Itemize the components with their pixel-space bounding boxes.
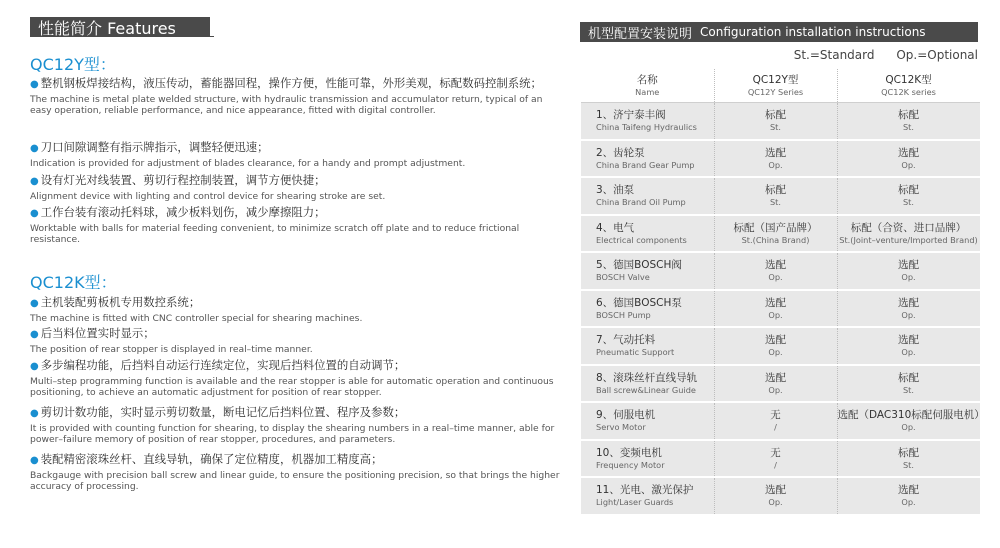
cell-qc12y-cn: 选配: [765, 484, 786, 497]
feature-en: Alignment device with lighting and control device for shearing stroke are set.: [30, 191, 386, 202]
cell-qc12k: [837, 252, 980, 290]
qc12k-model-title: QC12K型：: [30, 273, 117, 292]
feature-item: [30, 173, 565, 202]
cell-qc12k: [837, 402, 985, 440]
cell-item-en: China Brand Gear Pump: [596, 159, 695, 170]
feature-en: Multi–step programming function is available and the rear stopper is able for automatic operation and continuous positioning, to achieve an automatic adjustment for position of rear stopper.: [30, 376, 554, 398]
feature-cn: 装配精密滚珠丝杆、直线导轨，确保了定位精度，机器加工精度高；: [40, 452, 383, 466]
cell-qc12y: [714, 215, 837, 253]
cell-qc12y-cn: 选配: [765, 334, 786, 347]
cell-qc12y: [714, 477, 837, 515]
feature-cn: 设有灯光对线装置、剪切行程控制装置，调节方便快捷；: [40, 173, 326, 187]
table-row: [581, 327, 980, 365]
cell-qc12y-en: /: [774, 459, 777, 470]
cell-item: [581, 365, 714, 403]
cell-qc12k: [837, 290, 980, 328]
bullet-icon: ●: [30, 361, 39, 372]
cell-qc12k: [837, 327, 980, 365]
cell-qc12y-en: Op.: [768, 497, 783, 508]
cell-qc12k-cn: 选配（DAC310标配伺服电机）: [837, 409, 985, 422]
cell-qc12y-en: Op.: [768, 159, 783, 170]
cell-qc12k-cn: 选配: [898, 484, 919, 497]
cell-qc12k: [837, 215, 980, 253]
table-row: [581, 290, 980, 328]
bullet-icon: ●: [30, 176, 39, 187]
cell-qc12k-en: Op.: [901, 272, 916, 283]
cell-qc12y-cn: 无: [770, 409, 781, 422]
feature-en: The position of rear stopper is displayed in real–time manner.: [30, 344, 313, 355]
cell-qc12y-cn: 选配: [765, 146, 786, 159]
cell-qc12y-en: Op.: [768, 272, 783, 283]
cell-item-cn: 10、变频电机: [596, 446, 662, 459]
table-header-row: [581, 69, 980, 103]
cell-qc12y: [714, 103, 837, 140]
cell-item: [581, 290, 714, 328]
header-name: 名称 Name: [581, 69, 714, 103]
cell-item: [581, 215, 714, 253]
table-row: [581, 365, 980, 403]
config-title-en: Configuration installation instructions: [700, 25, 926, 39]
feature-en: Indication is provided for adjustment of blades clearance, for a handy and prompt adjustment.: [30, 158, 466, 169]
cell-item-en: Ball screw&Linear Guide: [596, 384, 696, 395]
feature-en: Worktable with balls for material feeding convenient, to minimize scratch off plate and to reduce frictional resistance.: [30, 223, 520, 245]
cell-qc12k: [837, 103, 980, 140]
config-legend: [776, 48, 978, 62]
cell-item-cn: 9、伺服电机: [596, 409, 656, 422]
bullet-icon: ●: [30, 298, 39, 309]
table-row: [581, 103, 980, 140]
cell-qc12y: [714, 440, 837, 478]
cell-item: [581, 103, 714, 140]
cell-qc12k-en: Op.: [901, 497, 916, 508]
cell-qc12y-en: St.: [769, 122, 781, 133]
cell-qc12k-cn: 选配: [898, 146, 919, 159]
cell-qc12y: [714, 140, 837, 178]
cell-qc12k-cn: 标配: [898, 184, 919, 197]
cell-item-en: China Taifeng Hydraulics: [596, 122, 697, 133]
table-row: [581, 440, 980, 478]
cell-qc12y-cn: 选配: [765, 296, 786, 309]
cell-item: [581, 252, 714, 290]
cell-item-cn: 3、油泵: [596, 184, 635, 197]
feature-item: [30, 405, 565, 445]
feature-cn: 工作台装有滚动托料球，减少板料划伤，减少摩擦阻力；: [40, 205, 326, 219]
cell-qc12y: [714, 252, 837, 290]
bullet-icon: ●: [30, 329, 39, 340]
bullet-icon: ●: [30, 143, 39, 154]
feature-cn: 整机钢板焊接结构，液压传动，蓄能器回程，操作方便，性能可靠，外形美观，标配数码控制系统；: [40, 76, 542, 90]
cell-qc12y-en: Op.: [768, 309, 783, 320]
cell-item: [581, 402, 714, 440]
table-row: [581, 140, 980, 178]
cell-item-en: Light/Laser Guards: [596, 497, 674, 508]
cell-qc12k: [837, 140, 980, 178]
cell-item-en: BOSCH Valve: [596, 272, 650, 283]
cell-qc12y: [714, 327, 837, 365]
cell-item-cn: 6、德国BOSCH泵: [596, 296, 682, 309]
cell-item-en: Electrical components: [596, 234, 687, 245]
cell-qc12k-cn: 标配（合资、进口品牌）: [850, 221, 967, 234]
table-row: [581, 215, 980, 253]
feature-cn: 主机装配剪板机专用数控系统；: [40, 295, 201, 309]
cell-item: [581, 177, 714, 215]
features-title-text: 性能简介 Features: [38, 18, 176, 38]
cell-qc12k-en: St.(Joint–venture/Imported Brand): [839, 234, 978, 245]
cell-item-cn: 1、济宁泰丰阀: [596, 109, 666, 122]
cell-qc12k-cn: 选配: [898, 296, 919, 309]
cell-qc12y-en: /: [774, 422, 777, 433]
cell-qc12y-en: Op.: [768, 384, 783, 395]
cell-item-cn: 11、光电、激光保护: [596, 484, 694, 497]
cell-qc12y-cn: 标配: [765, 184, 786, 197]
feature-item: [30, 358, 565, 398]
feature-item: [30, 205, 565, 245]
cell-qc12y-cn: 选配: [765, 259, 786, 272]
cell-item: [581, 477, 714, 515]
cell-item-cn: 8、滚珠丝杆直线导轨: [596, 371, 698, 384]
cell-qc12k: [837, 477, 980, 515]
cell-qc12k-cn: 标配: [898, 446, 919, 459]
table-row: [581, 402, 980, 440]
cell-qc12k-cn: 标配: [898, 109, 919, 122]
legend-standard: St.=Standard: [793, 48, 875, 62]
cell-qc12y-cn: 标配（国产品牌）: [733, 221, 818, 234]
cell-item-en: Pneumatic Support: [596, 347, 675, 358]
cell-qc12y: [714, 365, 837, 403]
config-section-title: [580, 22, 978, 42]
cell-qc12y: [714, 290, 837, 328]
cell-qc12y: [714, 402, 837, 440]
cell-item-cn: 5、德国BOSCH阀: [596, 259, 682, 272]
feature-en: Backgauge with precision ball screw and linear guide, to ensure the positioning precision, so that brings the higher accuracy of processing.: [30, 470, 560, 492]
cell-item: [581, 440, 714, 478]
header-qc12y: QC12Y型 QC12Y Series: [714, 69, 837, 103]
cell-qc12y-en: Op.: [768, 347, 783, 358]
feature-cn: 刀口间隙调整有指示牌指示，调整轻便迅速；: [40, 140, 269, 154]
table-row: [581, 477, 980, 515]
cell-qc12k-cn: 标配: [898, 371, 919, 384]
cell-qc12k-en: St.: [902, 122, 914, 133]
config-title-cn: 机型配置安装说明: [588, 26, 693, 42]
feature-cn: 剪切计数功能，实时显示剪切数量，断电记忆后挡料位置、程序及参数；: [40, 405, 406, 419]
cell-qc12k-en: Op.: [901, 159, 916, 170]
cell-item-en: Servo Motor: [596, 422, 646, 433]
feature-cn: 多步编程功能，后挡料自动运行连续定位，实现后挡料位置的自动调节；: [40, 358, 406, 372]
header-qc12k: QC12K型 QC12K series: [837, 69, 980, 103]
cell-qc12k-en: Op.: [901, 309, 916, 320]
feature-en: It is provided with counting function for shearing, to display the shearing numbers in a real–time manner, able for power–failure memory of position of rear stopper, procedures, and parameters.: [30, 423, 555, 445]
cell-qc12y: [714, 177, 837, 215]
cell-qc12k-cn: 选配: [898, 259, 919, 272]
cell-qc12y-cn: 无: [770, 446, 781, 459]
cell-item-cn: 2、齿轮泵: [596, 146, 645, 159]
bullet-icon: ●: [30, 455, 39, 466]
feature-cn: 后当料位置实时显示；: [40, 326, 155, 340]
table-row: [581, 252, 980, 290]
bullet-icon: ●: [30, 408, 39, 419]
cell-qc12k-en: Op.: [901, 422, 916, 433]
cell-item: [581, 140, 714, 178]
cell-qc12y-cn: 选配: [765, 371, 786, 384]
feature-en: The machine is metal plate welded structure, with hydraulic transmission and accumulator return, typical of an easy operation, reliable performance, and nice appearance, fitted with digital controller.: [30, 94, 543, 116]
table-row: [581, 177, 980, 215]
cell-qc12y-en: St.(China Brand): [741, 234, 810, 245]
cell-qc12k-en: St.: [902, 459, 914, 470]
cell-item-en: BOSCH Pump: [596, 309, 651, 320]
cell-qc12y-cn: 标配: [765, 109, 786, 122]
cell-qc12k: [837, 177, 980, 215]
cell-item-cn: 4、电气: [596, 221, 635, 234]
feature-item: [30, 140, 565, 169]
cell-qc12k-en: St.: [902, 197, 914, 208]
cell-item-en: Frequency Motor: [596, 459, 665, 470]
features-section-title: [30, 17, 210, 37]
title-underline: [210, 36, 214, 37]
bullet-icon: ●: [30, 79, 39, 90]
qc12y-model-title: QC12Y型：: [30, 55, 116, 74]
cell-item: [581, 327, 714, 365]
cell-item-en: China Brand Oil Pump: [596, 197, 686, 208]
bullet-icon: ●: [30, 208, 39, 219]
cell-qc12k-cn: 选配: [898, 334, 919, 347]
feature-item: [30, 326, 565, 355]
cell-qc12k: [837, 365, 980, 403]
cell-qc12k: [837, 440, 980, 478]
cell-qc12y-en: St.: [769, 197, 781, 208]
feature-en: The machine is fitted with CNC controller special for shearing machines.: [30, 313, 363, 324]
legend-optional: Op.=Optional: [896, 48, 978, 62]
cell-qc12k-en: Op.: [901, 347, 916, 358]
cell-item-cn: 7、气动托料: [596, 334, 656, 347]
feature-item: [30, 452, 565, 492]
feature-item: [30, 76, 565, 116]
cell-qc12k-en: St.: [902, 384, 914, 395]
config-table: [581, 69, 985, 516]
feature-item: [30, 295, 565, 324]
